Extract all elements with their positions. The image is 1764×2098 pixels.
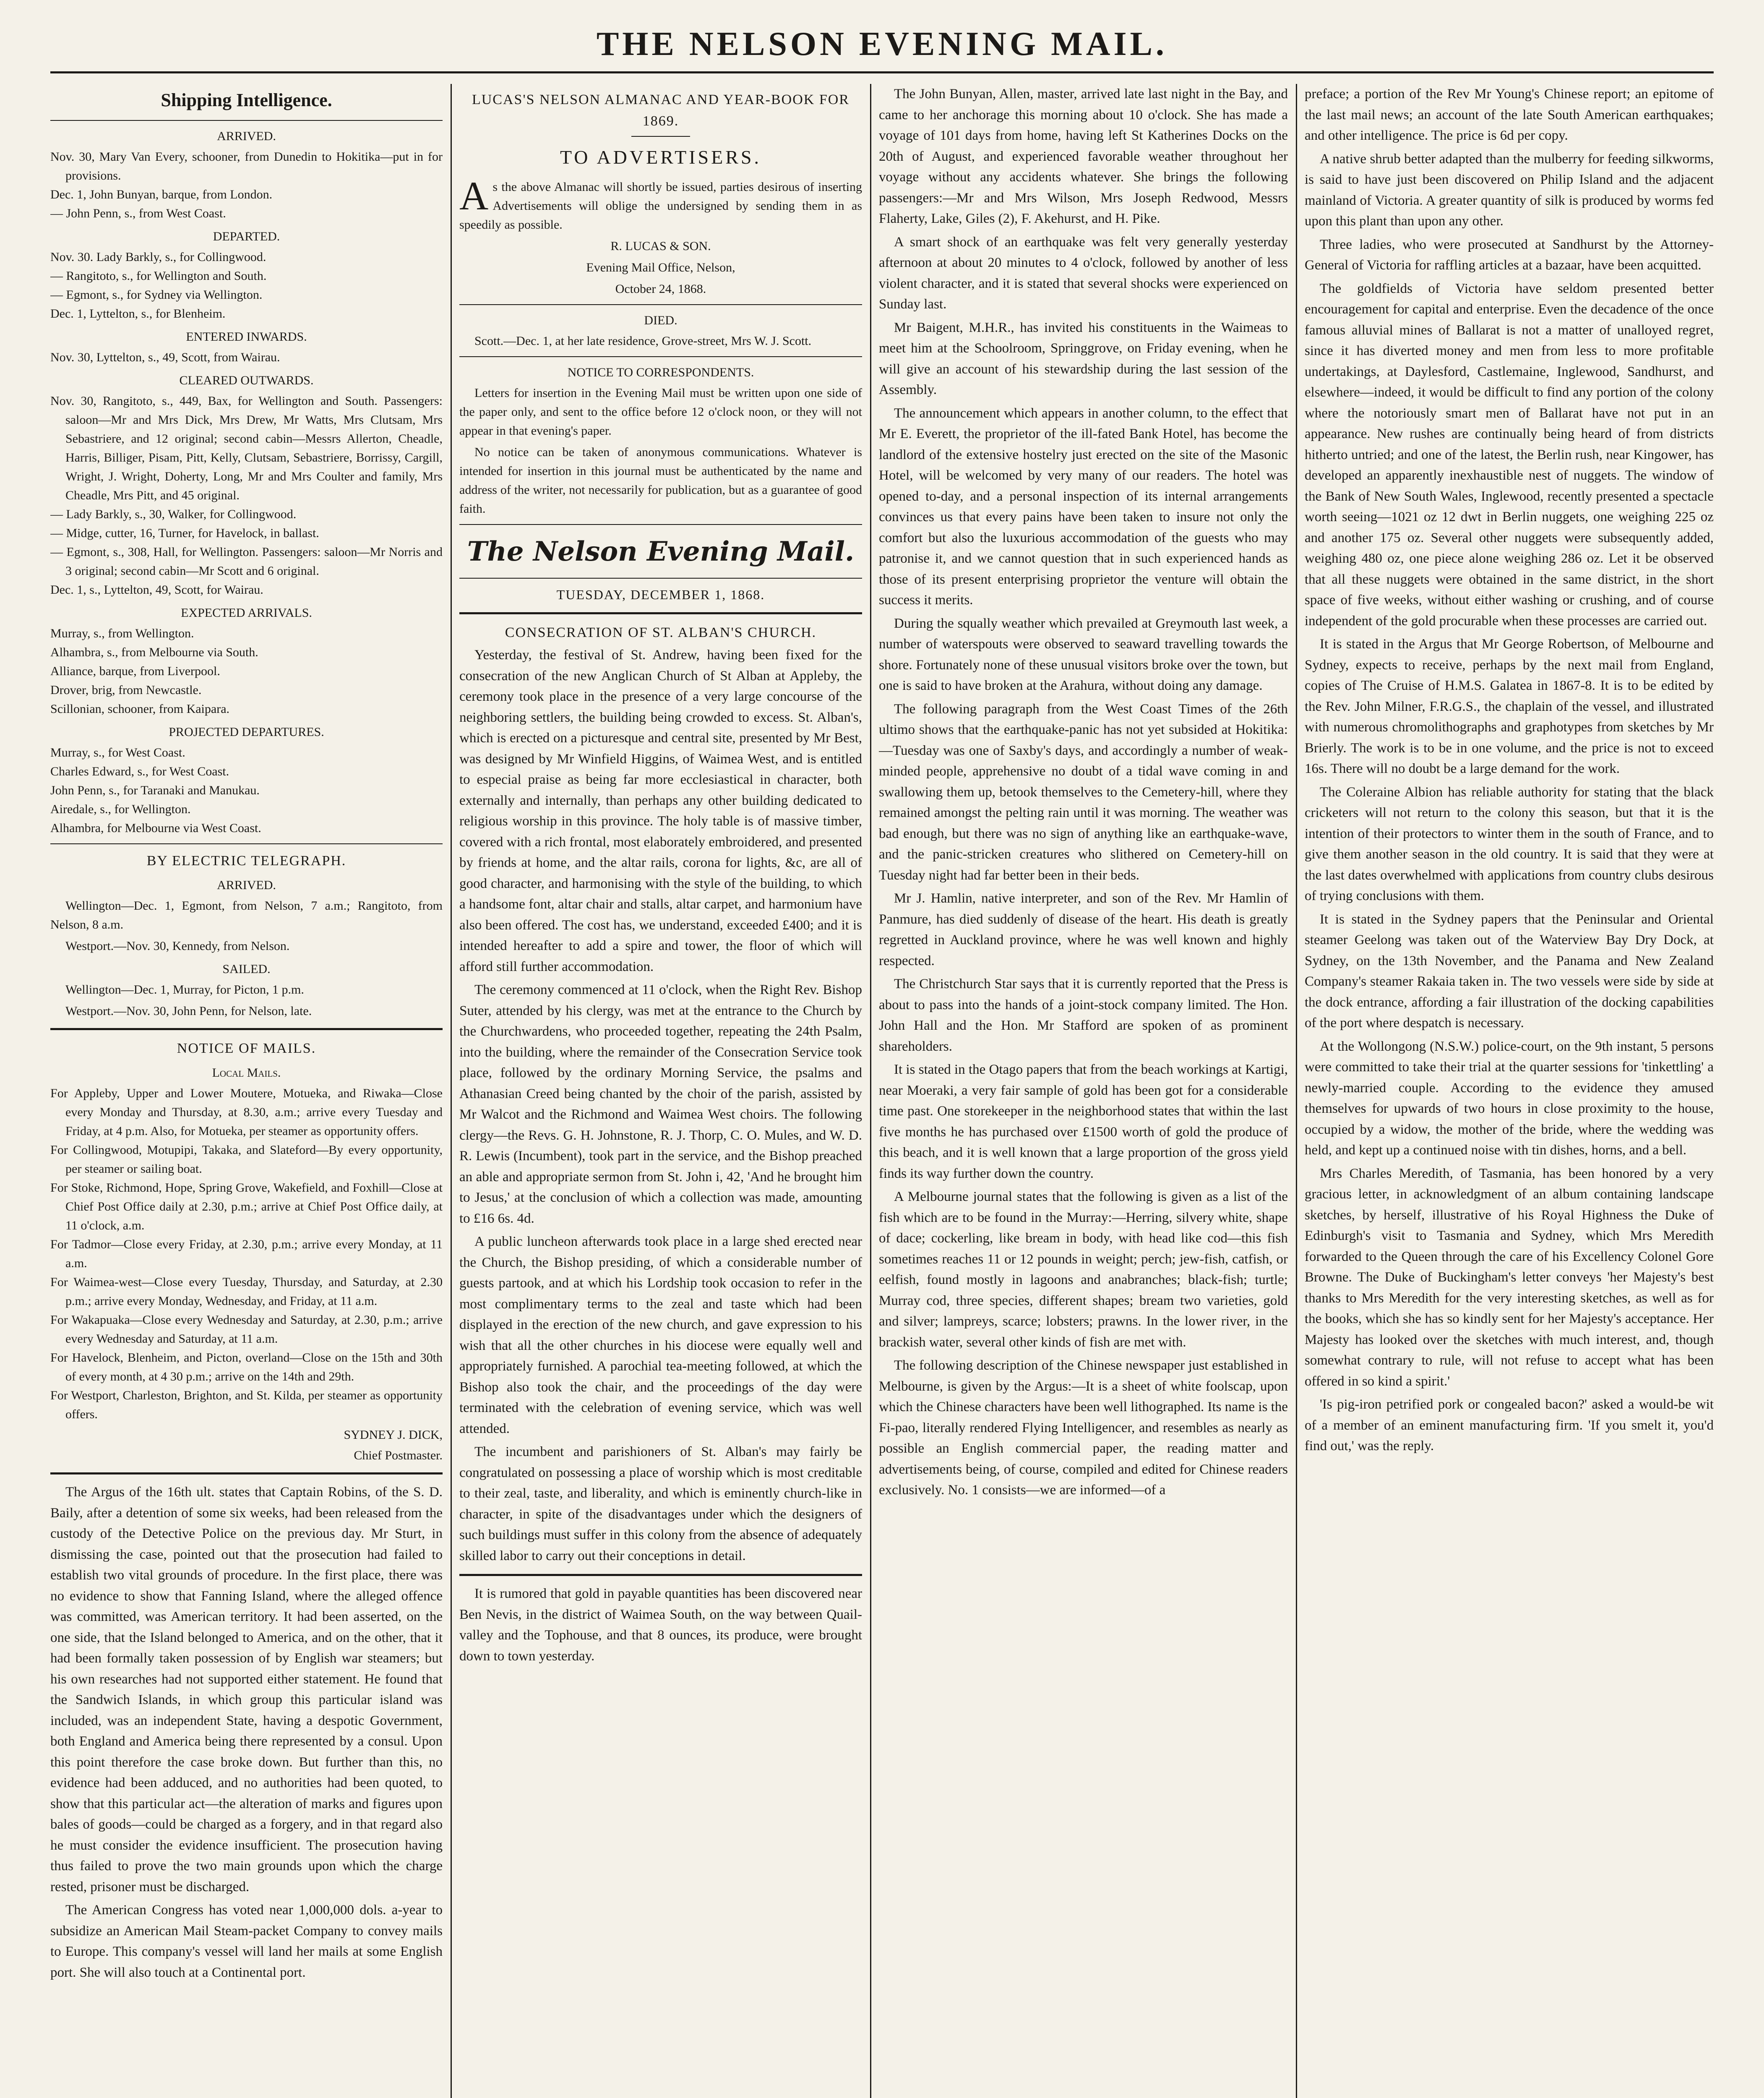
paragraph: The American Congress has voted near 1,000,000 dols. a-year to subsidize an American Mail Steam-packet Company to convey mails to Europe. This company's vessel will land her mails at some English port. She will also touch at a Continental port.: [50, 1902, 443, 1980]
divider: [459, 356, 862, 357]
list-item: Murray, s., from Wellington.: [50, 626, 194, 640]
shipping-heading: Shipping Intelligence.: [161, 90, 332, 110]
paragraph: It is stated in the Sydney papers that the Peninsular and Oriental steamer Geelong was taken out of the Waterview Bay Dry Dock, at Sydney, on the 13th November, and the Panama and New Zealand Company's steamer Rakaia taken in. The two vessels were side by side at the dock entrance, affording a fair illustration of the docking capabilities of the port where despatch is necessary.: [1305, 911, 1714, 1031]
paper-title: The Nelson Evening Mail.: [467, 536, 855, 567]
list-item: Nov. 30, Lyttelton, s., 49, Scott, from Wairau.: [50, 350, 280, 364]
list-item: — Lady Barkly, s., 30, Walker, for Collingwood.: [50, 507, 297, 521]
paragraph: The following description of the Chinese newspaper just established in Melbourne, is given by the Argus:—It is a sheet of white foolscap, upon which the Chinese characters have been well lithographed. Its name is the Fi-pao, literally rendered Flying Intelligencer, and resembles as nearly as possible an English commercial paper, the reading matter and advertisements being, of course, compiled and edited for Chinese readers exclusively. No. 1 consists—we are informed—of a: [879, 1358, 1288, 1498]
paragraph: As the above Almanac will shortly be issued, parties desirous of inserting Advertisements will oblige the undersigned by sending them in as speedily as possible.: [459, 173, 862, 232]
paragraph: A native shrub better adapted than the mulberry for feeding silkworms, is said to have just been discovered on Philip Island and the adjacent mainland of Victoria. A greater quantity of silk is produced by worms fed upon this plant than upon any other.: [1305, 151, 1714, 229]
list-item: For Appleby, Upper and Lower Moutere, Motueka, and Riwaka—Close every Monday and Thursday, at 8.30, a.m.; arrive every Tuesday and Friday, at 4 p.m. Also, for Motueka, per steamer as opportunity offers.: [50, 1086, 443, 1138]
list-item: — Egmont, s., 308, Hall, for Wellington. Passengers: saloon—Mr Norris and 3 original; second cabin—Mr Scott and 6 original.: [50, 545, 443, 578]
list-item: Wellington—Dec. 1, Murray, for Picton, 1 p.m.: [65, 983, 304, 997]
list-item: For Havelock, Blenheim, and Picton, overland—Close on the 15th and 30th of every month, at 4 30 p.m.; arrive on the 14th and 29th.: [50, 1351, 443, 1383]
list-item: Wellington—Dec. 1, Egmont, from Nelson, 7 a.m.; Rangitoto, from Nelson, 8 a.m.: [50, 899, 443, 932]
list-item: For Westport, Charleston, Brighton, and St. Kilda, per steamer as opportunity offers.: [50, 1388, 443, 1421]
list-item: — Egmont, s., for Sydney via Wellington.: [50, 288, 263, 302]
tel-arrived-list: [50, 896, 443, 955]
column-1: [50, 84, 443, 2098]
list-item: Dec. 1, Lyttelton, s., for Blenheim.: [50, 307, 226, 321]
paragraph: It is stated in the Otago papers that from the beach workings at Kartigi, near Moeraki, a very fair sample of gold has been got for a considerable time past. One storekeeper in the neighborhood states that within the last five months he has purchased over £1500 worth of gold the produce of this beach, and it is well known that a large proportion of the gross yield finds its way further down the country.: [879, 1062, 1288, 1181]
entered-list: [50, 348, 443, 367]
list-item: Alhambra, for Melbourne via West Coast.: [50, 821, 261, 835]
departed-heading: DEPARTED.: [213, 230, 280, 243]
paragraph: Mrs Charles Meredith, of Tasmania, has been honored by a very gracious letter, in acknowledgment of an album containing landscape sketches, by herself, illustrative of his Royal Highness the Duke of Edinburgh's visit to Tasmania and Sydney, which Mrs Meredith forwarded to the Queen through the care of his Excellency Colonel Gore Browne. The Duke of Buckingham's letter conveys 'her Majesty's best thanks to Mrs Meredith for the very interesting sketches, as well as for the books, which she has so kindly sent for her Majesty's acceptance. Her Majesty has looked over the sketches with much interest, and, though somewhat contrary to rule, will not refuse to accept what has been offered in so kind a spirit.': [1305, 1166, 1714, 1389]
cleared-heading: CLEARED OUTWARDS.: [179, 373, 314, 387]
list-item: Nov. 30, Mary Van Every, schooner, from Dunedin to Hokitika—put in for provisions.: [50, 150, 443, 183]
paragraph: The Argus of the 16th ult. states that Captain Robins, of the S. D. Baily, after a detention of some six weeks, had been released from the custody of the Detective Police on the previous day. Mr Sturt, in dismissing the case, pointed out that the prosecution had failed to establish two vital grounds of procedure. In the first place, there was no evidence to show that Fanning Island, where the alleged offence was committed, was American territory. It had been asserted, on the one side, that the Island belonged to America, and on the other, that it had been formally taken possession of by English war steamers; but his own researches had not supported either statement. He found that the Sandwich Islands, in which group this particular island was included, was an independent State, having a despotic Government, both England and America being there represented by a consul. Upon this point therefore the case broke down. But further than this, no evidence had been adduced, and no authorities had been quoted, to show that this particular act—the alteration of marks and figures upon bales of goods—could be charged as a forgery, and in that regard also he must consider the evidence insufficient. The prosecution having thus failed to prove the two main grounds upon which the charge rested, prisoner must be discharged.: [50, 1485, 443, 1894]
consecration-heading: CONSECRATION OF ST. ALBAN'S CHURCH.: [505, 625, 817, 640]
list-item: For Stoke, Richmond, Hope, Spring Grove, Wakefield, and Foxhill—Close at Chief Post Office daily at 2.30, p.m.; arrive at Chief Post Office daily, at 11 o'clock, a.m.: [50, 1181, 443, 1232]
entered-heading: ENTERED INWARDS.: [186, 330, 307, 344]
paragraph: At the Wollongong (N.S.W.) police-court, on the 9th instant, 5 persons were committed to take their trial at the quarter sessions for 'tinkettling' a newly-married couple. According to the evidence they amused themselves for upwards of two hours in close proximity to the house, occupied by a widow, the mother of the bride, where the wedding was held, and kept up a continued noise with tin dishes, horns, and a bell.: [1305, 1039, 1714, 1158]
paragraph: Letters for insertion in the Evening Mail must be written upon one side of the paper only, and sent to the office before 12 o'clock noon, or they will not appear in that evening's paper.: [459, 386, 862, 438]
list-item: Scillonian, schooner, from Kaipara.: [50, 702, 230, 716]
signature-title: Chief Postmaster.: [354, 1448, 443, 1462]
arrived-list: [50, 147, 443, 223]
signature: R. LUCAS & SON.: [610, 239, 711, 253]
paragraph: It is stated in the Argus that Mr George Robertson, of Melbourne and Sydney, expects to receive, perhaps by the next mail from England, copies of The Cruise of H.M.S. Galatea in 1867-8. It is to be edited by the Rev. John Milner, F.R.G.S., the chaplain of the vessel, and illustrated with numerous chromolithographs and graphotypes from sketches by Mr Brierly. The work is to be in one volume, and the price is not to exceed 16s. There will no doubt be a large demand for the work.: [1305, 637, 1714, 776]
column-2: [459, 84, 862, 2098]
tel-sailed-list: [50, 980, 443, 1020]
paragraph: No notice can be taken of anonymous communications. Whatever is intended for insertion in this journal must be authenticated by the name and address of the writer, not necessarily for publication, but as a guarantee of good faith.: [459, 445, 862, 516]
newspaper-title: THE NELSON EVENING MAIL.: [596, 26, 1168, 63]
list-item: Nov. 30, Rangitoto, s., 449, Bax, for Wellington and South. Passengers: saloon—Mr and Mrs Dick, Mrs Drew, Mr Watts, Mrs Clutsam, Mrs Sebastriere, and 12 original; second cabin—Messrs Allerton, Cheadle, Harris, Billiger, Pisam, Pitt, Kelly, Clutsam, Sebastriere, Borrissy, Cargill, Wright, J. Wright, Doherty, Long, Mr and Mrs Coulter and family, Mrs Cheadle, Mrs Pitt, and 45 original.: [50, 394, 443, 502]
list-item: For Waimea-west—Close every Tuesday, Thursday, and Saturday, at 2.30 p.m.; arrive every Monday, Wednesday, and Friday, at 11 a.m.: [50, 1275, 443, 1308]
paragraph: Scott.—Dec. 1, at her late residence, Grove-street, Mrs W. J. Scott.: [474, 334, 812, 348]
mails-heading: NOTICE OF MAILS.: [177, 1041, 316, 1056]
telegraph-heading: BY ELECTRIC TELEGRAPH.: [146, 853, 347, 869]
advertisers-heading: TO ADVERTISERS.: [560, 146, 761, 168]
mails-subheading: Local Mails.: [212, 1066, 281, 1080]
divider: [50, 1028, 443, 1030]
paragraph: preface; a portion of the Rev Mr Young's Chinese report; an epitome of the last mail news; an account of the late South American earthquakes; and other intelligence. The price is 6d per copy.: [1305, 86, 1714, 143]
list-item: Alliance, barque, from Liverpool.: [50, 664, 220, 678]
list-item: For Tadmor—Close every Friday, at 2.30, p.m.; arrive every Monday, at 11 a.m.: [50, 1237, 443, 1270]
paragraph: The goldfields of Victoria have seldom presented better encouragement for capital and enterprise. Even the decadence of the once famous alluvial mines of Ballarat is not a matter of unalloyed regret, since it has diverted money and men from less to more profitable undertakings, at Daylesford, Castlemaine, Inglewood, Sandhurst, and elsewhere—indeed, it would be difficult to find any portion of the colony where the notoriously smart men of Ballarat have not put in an appearance. New rushes are continually being heard of from districts hitherto untried; and one of the latest, the Berlin rush, near Kingower, has developed an apparently inexhaustible nest of nuggets. The window of the Bank of New South Wales, Inglewood, recently presented a spectacle worth seeing—1021 oz 12 dwt in Berlin nuggets, one weighing 225 oz and another 175 oz. Several other nuggets were subsequently added, weighing 480 oz, one piece alone weighing 286 oz. Let it be observed that all these nuggets were obtained in the same district, in the short space of five weeks, without either washing or crushing, and of course independent of the gold procurable when these processes are carried out.: [1305, 281, 1714, 629]
paragraph: The announcement which appears in another column, to the effect that Mr E. Everett, the proprietor of the ill-fated Bank Hotel, has become the landlord of the extensive hostelry just erected on the site of the Masonic Hotel, will be welcomed by very many of our readers. The hotel was opened to-day, and a personal inspection of its internal arrangements convinces us that every pains have been taken to insure not only the comfort but also the luxurious accommodation of the guests who may patronise it, and we cannot question that in such experienced hands as those of its present enterprising proprietor the venture will obtain the success it merits.: [879, 405, 1288, 608]
list-item: Alhambra, s., from Melbourne via South.: [50, 645, 258, 659]
divider: [459, 304, 862, 305]
signature: SYDNEY J. DICK,: [344, 1428, 443, 1442]
divider: [50, 120, 443, 121]
list-item: — Midge, cutter, 16, Turner, for Havelock, in ballast.: [50, 526, 319, 540]
list-item: Charles Edward, s., for West Coast.: [50, 765, 229, 778]
tel-arrived-heading: ARRIVED.: [217, 878, 276, 892]
divider: [631, 136, 690, 137]
column-rule: [1296, 84, 1297, 2098]
correspondents-heading: NOTICE TO CORRESPONDENTS.: [567, 365, 754, 379]
paragraph: Mr J. Hamlin, native interpreter, and son of the Rev. Mr Hamlin of Panmure, has died suddenly of disease of the heart. His death is greatly regretted in Auckland province, where he was well known and highly respected.: [879, 891, 1288, 968]
list-item: Dec. 1, John Bunyan, barque, from London.: [50, 188, 273, 201]
list-item: Drover, brig, from Newcastle.: [50, 683, 202, 697]
divider: [459, 578, 862, 579]
paragraph: 'Is pig-iron petrified pork or congealed bacon?' asked a would-be wit of a member of an eminent manufacturing firm. 'If you smelt it, you'd find out,' was the reply.: [1305, 1397, 1714, 1453]
paragraph: A public luncheon afterwards took place in a large shed erected near the Church, the Bishop presiding, of which a considerable number of guests partook, and at which his Lordship took occasion to refer in the most complimentary terms to the zeal and taste which had been displayed in the erection of the new church, and gave expression to his wish that all the other churches in his diocese were equally well and appropriately furnished. A parochial tea-meeting followed, at which the Bishop also took the chair, and the proceedings of the day were terminated with the celebration of evening service, which was well attended.: [459, 1234, 862, 1436]
projected-list: [50, 743, 443, 838]
divider: [459, 612, 862, 614]
list-item: Nov. 30. Lady Barkly, s., for Collingwood.: [50, 250, 266, 264]
divider: [459, 1574, 862, 1576]
list-item: Murray, s., for West Coast.: [50, 746, 185, 759]
paragraph: A Melbourne journal states that the following is given as a list of the fish which are to be found in the Murray:—Herring, silvery white, shape of dace; cockerling, like bream in body, with head like cod—this fish sometimes reaches 11 or 12 pounds in weight; perch; jew-fish, catfish, or eelfish, found mostly in lagoons and anabranches; black-fish; turtle; Murray cod, three species, different shapes; bream two varieties, gold and silver; lampreys, scarce; lobsters; prawns. In the lower river, in the brackish water, several other kinds of fish are met with.: [879, 1189, 1288, 1350]
arrived-heading: ARRIVED.: [217, 129, 276, 143]
tel-sailed-heading: SAILED.: [222, 962, 271, 976]
divider: [50, 843, 443, 844]
list-item: John Penn, s., for Taranaki and Manukau.: [50, 783, 260, 797]
almanac-heading: LUCAS'S NELSON ALMANAC AND YEAR-BOOK FOR 1869.: [472, 92, 849, 129]
divider: [459, 524, 862, 525]
mails-list: [50, 1084, 443, 1424]
list-item: For Wakapuaka—Close every Wednesday and Saturday, at 2.30, p.m.; arrive every Wednesday and Saturday, at 11 a.m.: [50, 1313, 443, 1346]
paragraph: Three ladies, who were prosecuted at Sandhurst by the Attorney-General of Victoria for raffling articles at a bazaar, have been acquitted.: [1305, 237, 1714, 273]
date-line: October 24, 1868.: [615, 282, 706, 296]
divider: [50, 1472, 443, 1474]
expected-list: [50, 624, 443, 718]
paragraph: The ceremony commenced at 11 o'clock, when the Right Rev. Bishop Suter, attended by his clergy, was met at the entrance to the Church by the Churchwardens, who proceeded together, repeating the 24th Psalm, into the building, where the remainder of the Consecration Service took place, followed by the ordinary Morning Service, the psalms and Athanasian Creed being chanted by the choir of the parish, assisted by Mr Walcot and the Richmond and Waimea West choirs. The following clergy—the Revs. G. H. Johnstone, R. J. Thorp, C. O. Mules, and W. D. R. Lewis (Incumbent), took part in the service, and the Bishop preached an able and appropriate sermon from St. John i, 42, 'And he brought him to Jesus,' at the conclusion of which a collection was made, amounting to £16 6s. 4d.: [459, 982, 862, 1226]
paragraph: It is rumored that gold in payable quantities has been discovered near Ben Nevis, in the district of Waimea South, on the way between Quail-valley and the Tophouse, and that 8 ounces, its produce, were brought down to town yesterday.: [459, 1586, 862, 1664]
column-3: [879, 84, 1288, 2098]
paragraph: A smart shock of an earthquake was felt very generally yesterday afternoon at about 20 minutes to 4 o'clock, followed by another of less violent character, and it is stated that several shocks were experienced on Sunday last.: [879, 234, 1288, 312]
paragraph: During the squally weather which prevailed at Greymouth last week, a number of waterspouts were observed to seaward travelling towards the shore. Fortunately none of these unusual visitors broke over the town, but one is said to have broken at the Arahura, without doing any damage.: [879, 616, 1288, 693]
office-line: Evening Mail Office, Nelson,: [586, 261, 735, 274]
list-item: Westport.—Nov. 30, John Penn, for Nelson, late.: [65, 1004, 312, 1018]
paragraph: The incumbent and parishioners of St. Alban's may fairly be congratulated on possessing a place of worship which is most creditable to their zeal, taste, and liberality, and which is eminently church-like in character, in spite of the disadvantages under which the designers of such buildings must suffer in this colony from the absence of adequately skilled labor to carry out their conceptions in detail.: [459, 1444, 862, 1563]
paragraph: The Coleraine Albion has reliable authority for stating that the black cricketers will not return to the colony this season, but that it is the intention of their protectors to winter them in the south of France, and to give them another season in the old country. It is said that they were at the last dates overwhelmed with applications from country clubs desirous of trying conclusions with them.: [1305, 784, 1714, 903]
list-item: — Rangitoto, s., for Wellington and South.: [50, 269, 267, 283]
list-item: Airedale, s., for Wellington.: [50, 802, 191, 816]
expected-heading: EXPECTED ARRIVALS.: [181, 606, 312, 620]
masthead: [50, 17, 1714, 73]
paragraph: The following paragraph from the West Coast Times of the 26th ultimo shows that the earthquake-panic has not yet subsided at Hokitika:—Tuesday was one of Saxby's days, and accordingly a number of weak-minded people, apprehensive no doubt of a tidal wave coming in and swallowing them up, betook themselves to the Cemetery-hill, where they remained amongst the pelting rain until it was morning. The weather was bad enough, but there was no sign of anything like an earthquake-wave, and the panic-stricken creatures who slithered on Cemetery-hill on Tuesday night had far better been in their beds.: [879, 701, 1288, 883]
paragraph: Mr Baigent, M.H.R., has invited his constituents in the Waimeas to meet him at the Schoolroom, Springgrove, on Friday evening, when he will give an account of his stewardship during the last session of the Assembly.: [879, 320, 1288, 397]
paragraph: The Christchurch Star says that it is currently reported that the Press is about to pass into the hands of a joint-stock company limited. The Hon. John Hall and the Hon. Mr Stafford are spoken of as prominent shareholders.: [879, 976, 1288, 1054]
column-rule: [451, 84, 452, 2098]
list-item: Dec. 1, s., Lyttelton, 49, Scott, for Wairau.: [50, 583, 263, 597]
list-item: For Collingwood, Motupipi, Takaka, and Slateford—By every opportunity, per steamer or sailing boat.: [50, 1143, 443, 1176]
paragraph: The John Bunyan, Allen, master, arrived late last night in the Bay, and came to her anchorage this morning about 10 o'clock. She has made a voyage of 101 days from home, having left St Katherines Docks on the 20th of August, and experienced favorable weather throughout her voyage without any accidents whatever. She brings the following passengers:—Mr and Mrs Wilson, Mrs Joseph Redwood, Messrs Flaherty, Lake, Giles (2), F. Akehurst, and H. Pike.: [879, 86, 1288, 226]
projected-heading: PROJECTED DEPARTURES.: [169, 725, 324, 739]
died-heading: DIED.: [644, 313, 677, 327]
paper-date: TUESDAY, DECEMBER 1, 1868.: [556, 587, 765, 602]
list-item: Westport.—Nov. 30, Kennedy, from Nelson.: [65, 939, 290, 953]
list-item: — John Penn, s., from West Coast.: [50, 206, 226, 220]
cleared-list: [50, 391, 443, 599]
column-4: [1305, 84, 1714, 2098]
column-rule: [870, 84, 871, 2098]
paragraph: Yesterday, the festival of St. Andrew, having been fixed for the consecration of the new Anglican Church of St Alban at Appleby, the ceremony took place in the presence of a very large concourse of the neighboring settlers, the building being crowded to excess. St. Alban's, which is erected on a picturesque and central site, presented by Mr Best, was designed by Mr Winfield Higgins, of Waimea West, and is entitled to especial praise as being far more ecclesiastical in character, both externally and internally, than perhaps any other building dedicated to religious worship in this province. The holy table is of massive timber, covered with a rich frontal, most elaborately embroidered, and presented by friends at home, and the altar rails, corona for lights, &c, are all of good character, and harmonising with the style of the building, to which a handsome font, altar chair and stalls, altar carpet, and harmonium have also been offered. The cost has, we understand, exceeded £400; and it is intended hereafter to add a spire and tower, the floor of which will afford still further accommodation.: [459, 647, 862, 974]
departed-list: [50, 248, 443, 323]
